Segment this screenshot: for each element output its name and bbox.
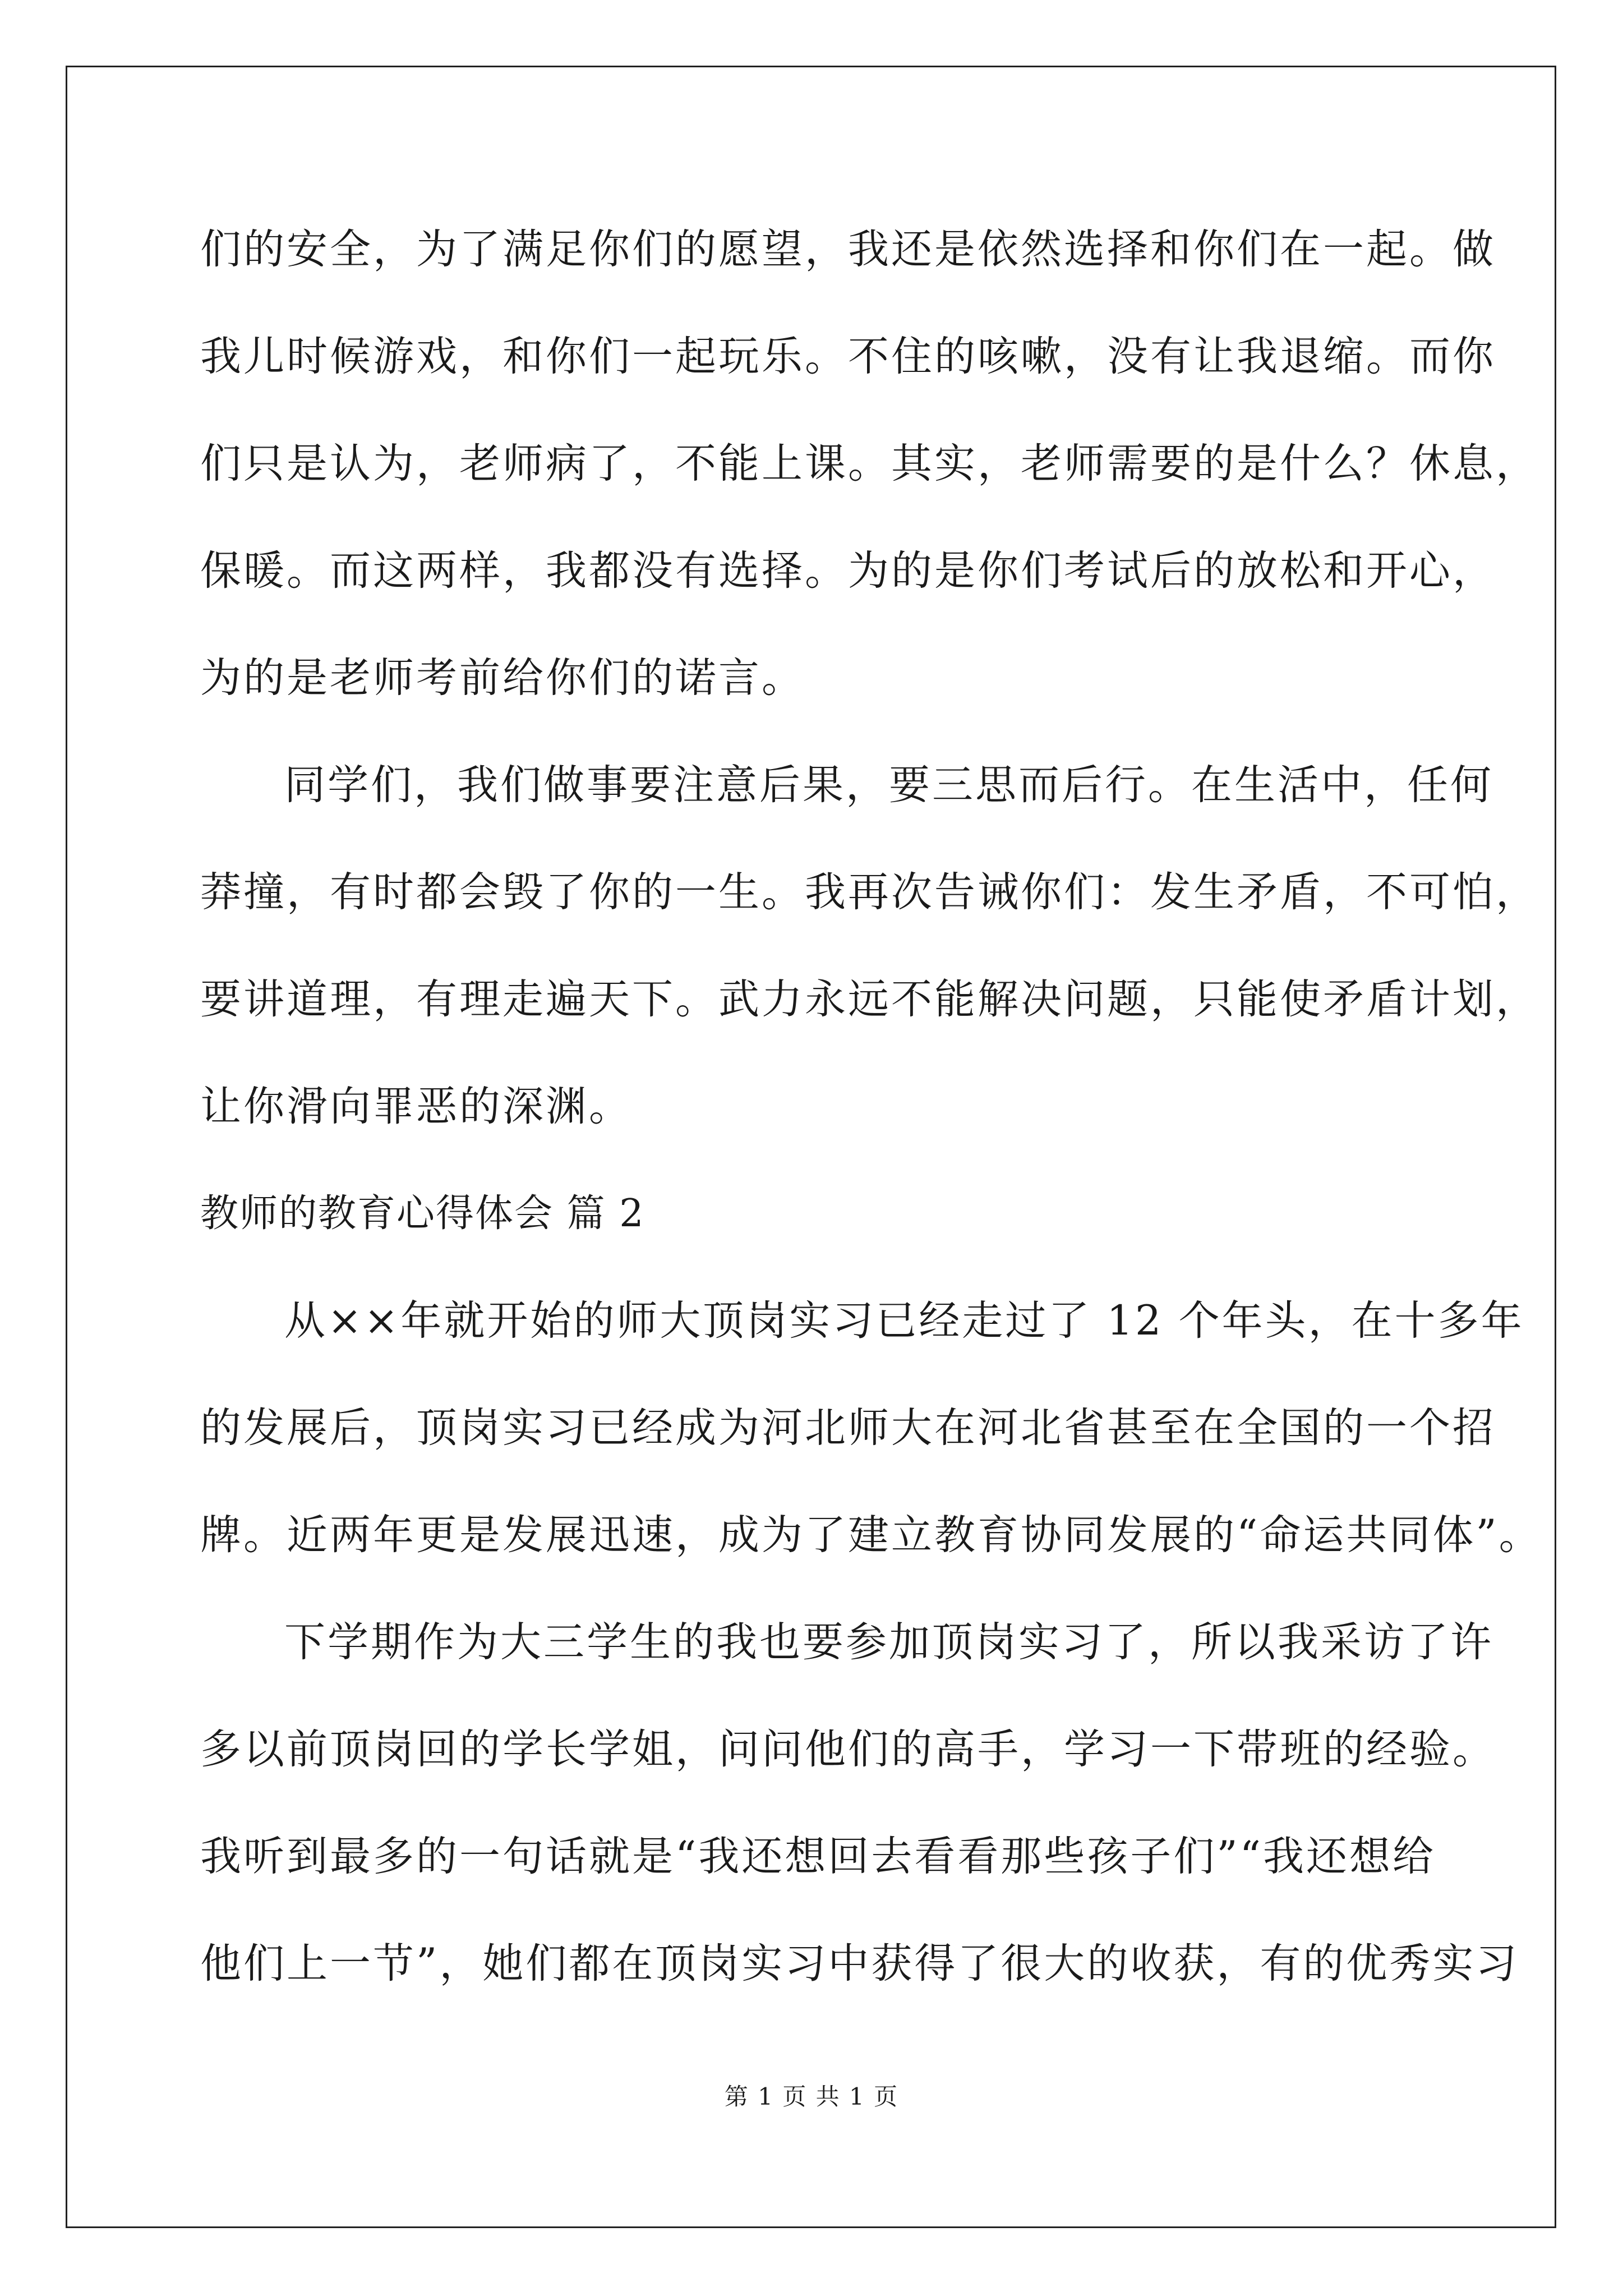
paragraph-first-line: 下学期作为大三学生的我也要参加顶岗实习了，所以我采访了许 <box>284 1618 1493 1666</box>
page-border <box>66 66 1556 2228</box>
body-line: 们只是认为，老师病了，不能上课。其实，老师需要的是什么？休息， <box>200 440 1539 487</box>
section-heading: 教师的教育心得体会 篇 2 <box>200 1191 645 1236</box>
body-line: 我听到最多的一句话就是“我还想回去看看那些孩子们”“我还想给 <box>200 1833 1436 1880</box>
body-line: 要讲道理，有理走遍天下。武力永远不能解决问题，只能使矛盾计划， <box>200 976 1539 1023</box>
body-line: 牌。近两年更是发展迅速，成为了建立教育协同发展的“命运共同体”。 <box>200 1511 1542 1559</box>
paragraph-first-line: 从××年就开始的师大顶岗实习已经走过了 12 个年头，在十多年 <box>284 1297 1524 1345</box>
body-line: 为的是老师考前给你们的诺言。 <box>200 654 805 702</box>
body-line: 保暖。而这两样，我都没有选择。为的是你们考试后的放松和开心， <box>200 547 1496 595</box>
page-number-footer: 第 1 页 共 1 页 <box>724 2083 899 2110</box>
paragraph-first-line: 同学们，我们做事要注意后果，要三思而后行。在生活中，任何 <box>284 761 1493 809</box>
body-line: 莽撞，有时都会毁了你的一生。我再次告诫你们：发生矛盾，不可怕， <box>200 868 1539 916</box>
body-line: 们的安全，为了满足你们的愿望，我还是依然选择和你们在一起。做 <box>200 226 1496 273</box>
body-line: 他们上一节”，她们都在顶岗实习中获得了很大的收获，有的优秀实习 <box>200 1940 1519 1987</box>
body-line: 多以前顶岗回的学长学姐，问问他们的高手，学习一下带班的经验。 <box>200 1726 1496 1773</box>
body-line: 的发展后，顶岗实习已经成为河北师大在河北省甚至在全国的一个招 <box>200 1404 1496 1452</box>
body-line: 让你滑向罪恶的深渊。 <box>200 1083 632 1130</box>
body-line: 我儿时候游戏，和你们一起玩乐。不住的咳嗽，没有让我退缩。而你 <box>200 333 1496 380</box>
